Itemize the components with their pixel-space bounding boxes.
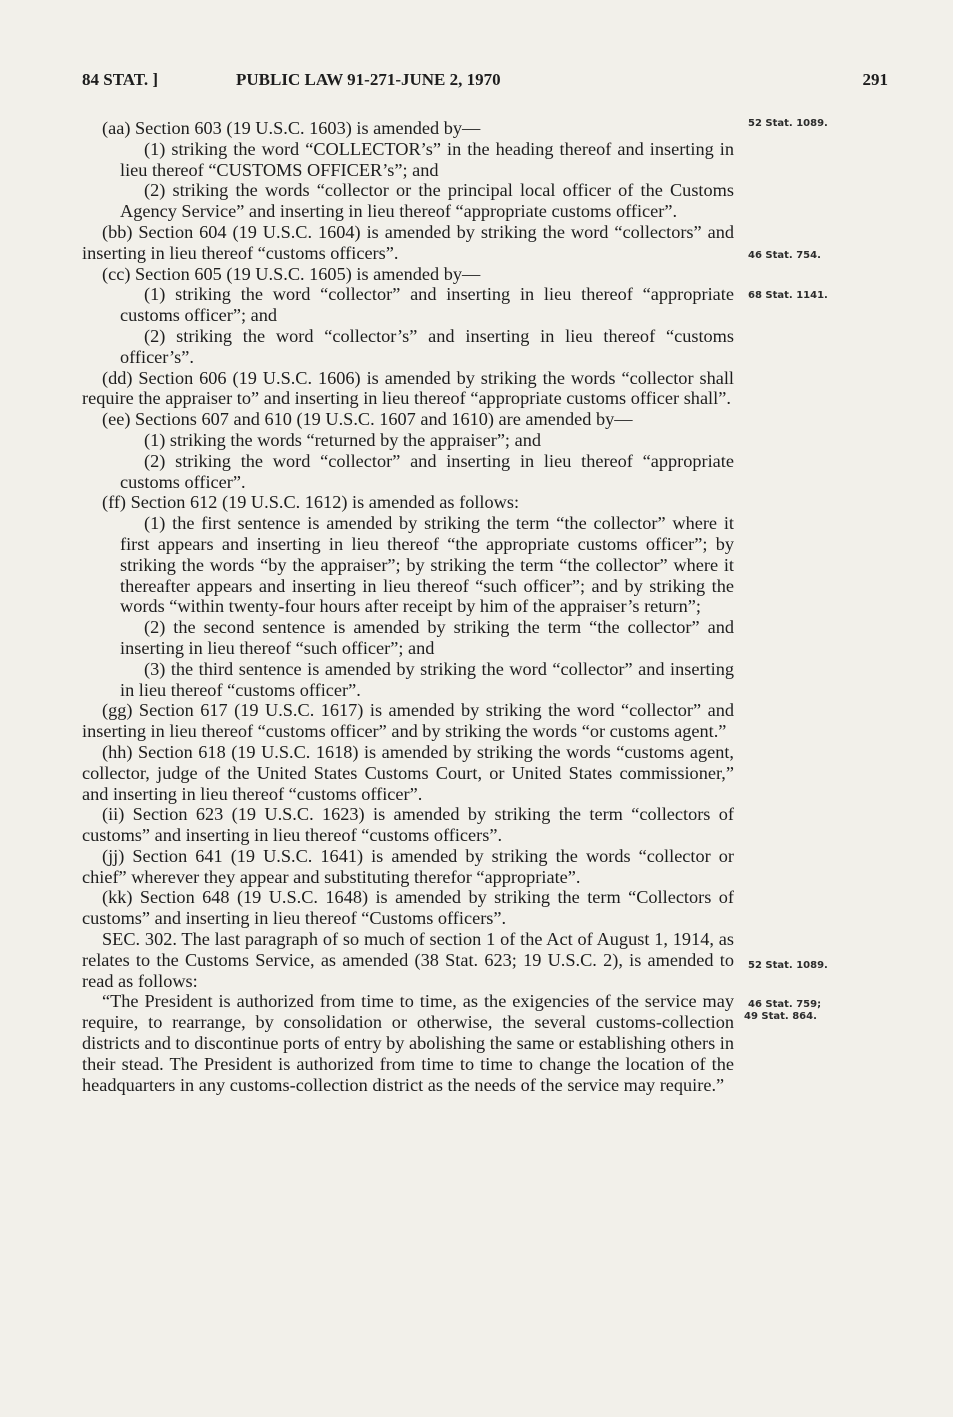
margin-note-4: 52 Stat. 1089. bbox=[748, 960, 828, 971]
paragraph-jj: (jj) Section 641 (19 U.S.C. 1641) is amended by striking the words “collector or chief” wherever they appear and substituting therefor “appropriate”. bbox=[82, 845, 734, 887]
section-302-quoted: “The President is authorized from time to time, as the exigencies of the service may require, to rearrange, by consolidation or otherwise, the several customs-collection districts and to discontinue ports of entry by abolishing the same or establishing others in their stead. The President is authorized from time to time to change the location of the headquarters in any customs-collection district as the needs of the service may require.” bbox=[82, 991, 734, 1095]
clause-aa-2: (2) striking the words “collector or the principal local officer of the Customs Agency Service” and inserting in lieu thereof “appropriate customs officer”. bbox=[120, 180, 734, 222]
clause-ff-2: (2) the second sentence is amended by striking the term “the collector” and inserting in lieu thereof “such officer”; and bbox=[120, 617, 734, 658]
clause-aa-1: (1) striking the word “COLLECTOR’s” in the heading thereof and inserting in lieu thereof “CUSTOMS OFFICER’s”; and bbox=[120, 138, 734, 180]
paragraph-kk: (kk) Section 648 (19 U.S.C. 1648) is amended by striking the term “Collectors of customs” and inserting in lieu thereof “Customs officers”. bbox=[82, 887, 734, 929]
paragraph-dd: (dd) Section 606 (19 U.S.C. 1606) is amended by striking the words “collector shall require the appraiser to” and inserting in lieu thereof “appropriate customs officer shall”. bbox=[82, 367, 734, 409]
paragraph-cc: (cc) Section 605 (19 U.S.C. 1605) is amended by— bbox=[102, 263, 481, 284]
margin-note-5: 46 Stat. 759; bbox=[748, 999, 822, 1010]
header-title: PUBLIC LAW 91-271-JUNE 2, 1970 bbox=[236, 70, 501, 89]
margin-note-3: 68 Stat. 1141. bbox=[748, 290, 828, 301]
page-number: 291 bbox=[862, 70, 888, 89]
statute-text bbox=[82, 118, 734, 1095]
running-header bbox=[82, 70, 888, 96]
paragraph-ee: (ee) Sections 607 and 610 (19 U.S.C. 1607 and 1610) are amended by— bbox=[102, 409, 633, 430]
paragraph-aa: (aa) Section 603 (19 U.S.C. 1603) is amended by— bbox=[102, 118, 481, 138]
margin-note-6: 49 Stat. 864. bbox=[744, 1011, 817, 1022]
clause-ee-2: (2) striking the word “collector” and inserting in lieu thereof “appropriate customs officer”. bbox=[120, 450, 734, 492]
paragraph-ff: (ff) Section 612 (19 U.S.C. 1612) is amended as follows: bbox=[102, 492, 520, 513]
margin-note-2: 46 Stat. 754. bbox=[748, 250, 821, 261]
section-302: SEC. 302. The last paragraph of so much of section 1 of the Act of August 1, 1914, as relates to the Customs Service, as amended (38 Stat. 623; 19 U.S.C. 2), is amended to read as follows: bbox=[82, 929, 734, 991]
paragraph-ii: (ii) Section 623 (19 U.S.C. 1623) is amended by striking the term “collectors of customs” and inserting in lieu thereof “customs officers”. bbox=[82, 804, 734, 846]
paragraph-hh: (hh) Section 618 (19 U.S.C. 1618) is amended by striking the words “customs agent, collector, judge of the United States Customs Court, or United States commissioner,” and inserting in lieu thereof “customs officer”. bbox=[82, 741, 734, 804]
clause-cc-1: (1) striking the word “collector” and inserting in lieu thereof “appropriate customs officer”; and bbox=[120, 284, 734, 326]
paragraph-gg: (gg) Section 617 (19 U.S.C. 1617) is amended by striking the word “collector” and inserting in lieu thereof “customs officer” and by striking the words “or customs agent.” bbox=[82, 700, 734, 742]
clause-cc-2: (2) striking the word “collector’s” and inserting in lieu thereof “customs officer’s”. bbox=[120, 325, 734, 367]
header-volume: 84 STAT. ] bbox=[82, 70, 159, 89]
clause-ff-3: (3) the third sentence is amended by striking the word “collector” and inserting in lieu thereof “customs officer”. bbox=[120, 658, 734, 700]
margin-note-1: 52 Stat. 1089. bbox=[748, 118, 828, 129]
clause-ff-1: (1) the first sentence is amended by striking the term “the collector” where it first appears and inserting in lieu thereof “the appropriate customs officer”; by striking the words “by the appraiser”; by striking the term “the collector” where it thereafter appears and inserting in lieu thereof “such officer”; and by striking the words “within twenty-four hours after receipt by him of the appraiser’s return”; bbox=[120, 513, 734, 617]
paragraph-bb: (bb) Section 604 (19 U.S.C. 1604) is amended by striking the word “collectors” and inserting in lieu thereof “customs officers”. bbox=[82, 221, 734, 263]
clause-ee-1: (1) striking the words “returned by the appraiser”; and bbox=[144, 429, 541, 450]
